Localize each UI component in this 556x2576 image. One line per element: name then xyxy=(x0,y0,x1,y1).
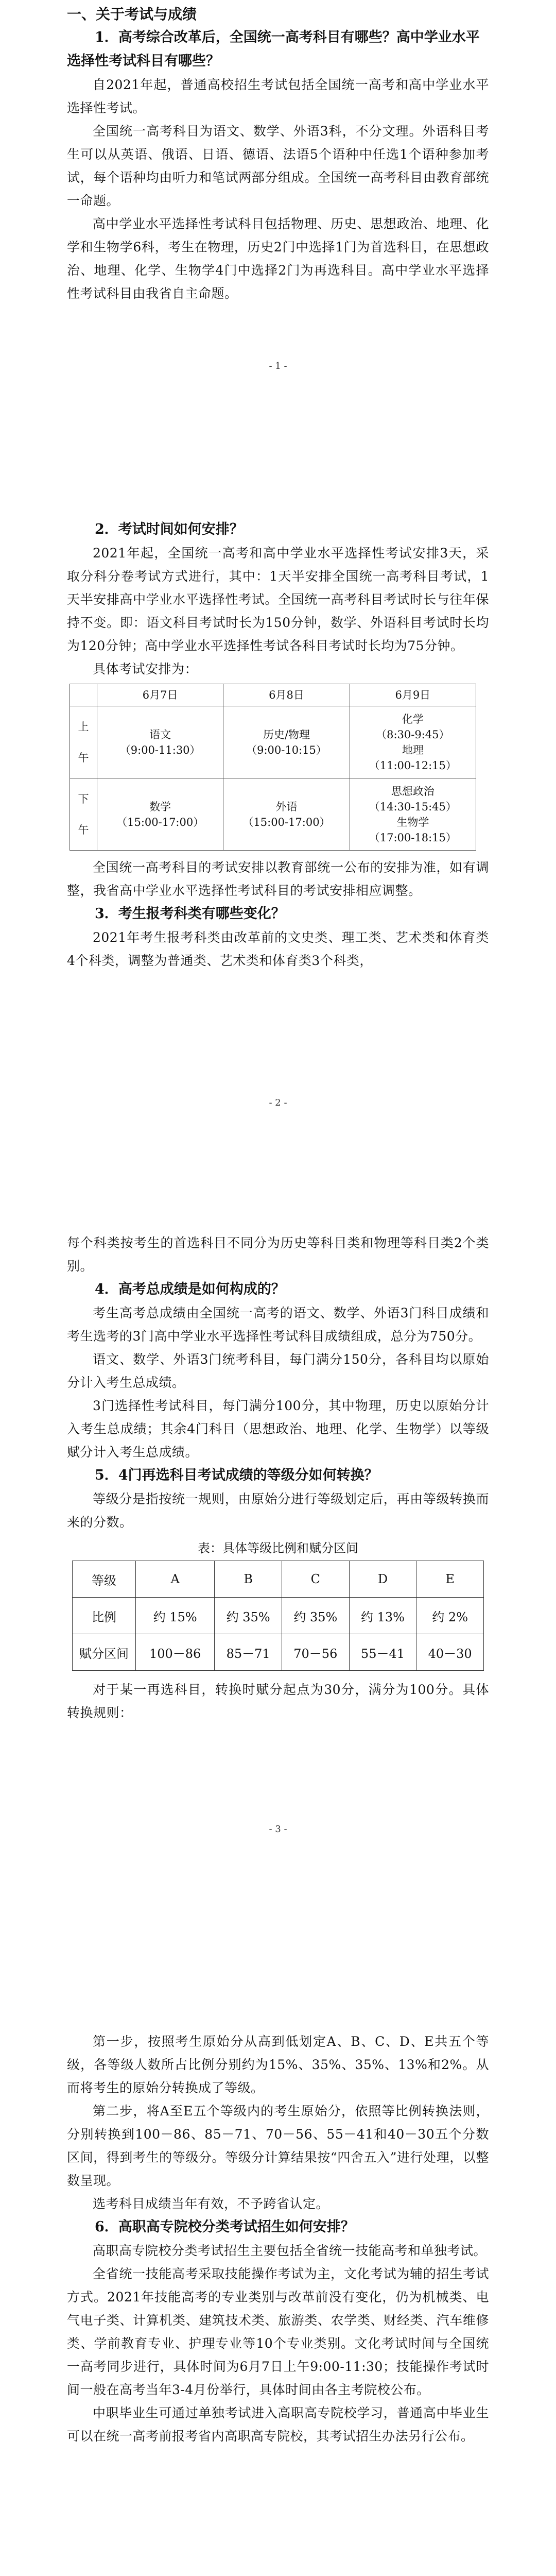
grade-cell: A xyxy=(136,1561,215,1598)
table-caption: 表：具体等级比例和赋分区间 xyxy=(198,1541,358,1555)
paragraph: 具体考试安排为： xyxy=(93,662,198,676)
table-corner xyxy=(70,684,97,706)
page-number: - 3 - xyxy=(269,1824,287,1835)
page-3 xyxy=(0,1231,556,1724)
question-5: 5．4门再选科目考试成绩的等级分如何转换？ xyxy=(95,1467,378,1483)
schedule-cell: 数学 （15:00-17:00） xyxy=(97,778,223,851)
page-2 xyxy=(0,518,556,972)
paragraph: 3门选择性考试科目，每门满分100分，其中物理，历史以原始分计入考生总成绩；其余4门科目（思想政治、地理、化学、生物学）以等级赋分计入考生总成绩。 xyxy=(67,1398,489,1460)
page-1 xyxy=(0,0,556,305)
schedule-day: 6月8日 xyxy=(223,684,350,706)
paragraph: 2021年起，全国统一高考和高中学业水平选择性考试安排3天，采取分科分卷考试方式进行，其中：1天半安排全国统一高考科目考试，1天半安排高中学业水平选择性考试。全国统一高考科目考试时长与往年保持不变。即：语文科目考试时长为150分钟，数学、外语科目考试时长均为120分钟；高中学业水平选择性考试各科目考试时长均为75分钟。 xyxy=(67,546,489,653)
range-cell: 100－86 xyxy=(136,1634,215,1671)
paragraph: 第一步，按照考生原始分从高到低划定A、B、C、D、E共五个等级，各等级人数所占比例分别约为15%、35%、35%、13%和2%。从而将考生的原始分转换成了等级。 xyxy=(67,2034,489,2095)
question-1: 1．高考综合改革后，全国统一高考科目有哪些？高中学业水平选择性考试科目有哪些？ xyxy=(67,29,480,69)
paragraph: 全省统一技能高考采取技能操作考试为主，文化考试为辅的招生考试方式。2021年技能高考的专业类别与改革前没有变化，仍为机械类、电气电子类、计算机类、建筑技术类、旅游类、农学类、财经类、汽车维修类、学前教育专业、护理专业等10个专业类别。文化考试时间与全国统一高考同步进行，具体时间为6月7日上午9:00-11:30；技能操作考试时间一般在高考当年3-4月份举行，具体时间由各主考院校公布。 xyxy=(67,2266,489,2397)
schedule-day: 6月9日 xyxy=(350,684,476,706)
afternoon-label: 下 午 xyxy=(70,778,97,851)
paragraph: 第二步，将A至E五个等级内的考生原始分，依照等比例转换法则，分别转换到100－86、85－71、70－56、55－41和40－30五个分数区间，得到考生的等级分。等级分计算结果按“四舍五入”进行处理，以整数呈现。 xyxy=(67,2104,489,2188)
range-cell: 55－41 xyxy=(349,1634,416,1671)
question-2: 2．考试时间如何安排？ xyxy=(95,521,244,537)
grade-cell: E xyxy=(416,1561,484,1598)
schedule-cell: 思想政治 （14:30-15:45） 生物学 （17:00-18:15） xyxy=(350,778,476,851)
paragraph: 自2021年起，普通高校招生考试包括全国统一高考和高中学业水平选择性考试。 xyxy=(67,77,489,115)
grade-table xyxy=(72,1561,484,1671)
row-label: 比例 xyxy=(73,1598,136,1634)
paragraph: 选考科目成绩当年有效，不予跨省认定。 xyxy=(93,2196,329,2211)
page-number: - 2 - xyxy=(269,1097,287,1108)
range-cell: 70－56 xyxy=(282,1634,349,1671)
paragraph: 高中学业水平选择性考试科目包括物理、历史、思想政治、地理、化学和生物学6科，考生在物理，历史2门中选择1门为首选科目，在思想政治、地理、化学、生物学4门中选择2门为再选科目。高中学业水平选择性考试科目由我省自主命题。 xyxy=(67,216,489,301)
paragraph: 全国统一高考科目为语文、数学、外语3科，不分文理。外语科目考生可以从英语、俄语、日语、德语、法语5个语种中任选1个语种参加考试，每个语种均由听力和笔试两部分组成。全国统一高考科目由教育部统一命题。 xyxy=(67,124,489,208)
page-number: - 1 - xyxy=(269,361,287,371)
ratio-cell: 约 35% xyxy=(282,1598,349,1634)
paragraph: 等级分是指按统一规则，由原始分进行等级划定后，再由等级转换而来的分数。 xyxy=(67,1492,489,1530)
paragraph: 语文、数学、外语3门统考科目，每门满分150分，各科目均以原始分计入考生总成绩。 xyxy=(67,1352,489,1390)
paragraph: 中职毕业生可通过单独考试进入高职高专院校学习，普通高中毕业生可以在统一高考前报考省内高职高专院校，其考试招生办法另行公布。 xyxy=(67,2405,489,2444)
ratio-cell: 约 15% xyxy=(136,1598,215,1634)
grade-cell: C xyxy=(282,1561,349,1598)
page-4 xyxy=(0,2030,556,2448)
question-3: 3．考生报考科类有哪些变化？ xyxy=(95,906,285,922)
exam-schedule-table xyxy=(70,684,476,851)
section-title: 一、关于考试与成绩 xyxy=(67,6,197,23)
schedule-cell: 化学 （8:30-9:45） 地理 （11:00-12:15） xyxy=(350,706,476,778)
question-6: 6．高职高专院校分类考试招生如何安排？ xyxy=(95,2219,355,2235)
row-label: 赋分区间 xyxy=(73,1634,136,1671)
grade-cell: B xyxy=(215,1561,282,1598)
schedule-cell: 历史/物理 （9:00-10:15） xyxy=(223,706,350,778)
paragraph: 2021年考生报考科类由改革前的文史类、理工类、艺术类和体育类4个科类，调整为普通类、艺术类和体育类3个科类， xyxy=(67,930,489,968)
paragraph: 每个科类按考生的首选科目不同分为历史等科目类和物理等科目类2个类别。 xyxy=(67,1235,489,1274)
schedule-cell: 外语 （15:00-17:00） xyxy=(223,778,350,851)
range-cell: 85－71 xyxy=(215,1634,282,1671)
paragraph: 对于某一再选科目，转换时赋分起点为30分，满分为100分。具体转换规则： xyxy=(67,1682,489,1720)
range-cell: 40－30 xyxy=(416,1634,484,1671)
paragraph: 全国统一高考科目的考试安排以教育部统一公布的安排为准，如有调整，我省高中学业水平选择性考试科目的考试安排相应调整。 xyxy=(67,860,489,898)
row-label: 等级 xyxy=(73,1561,136,1598)
ratio-cell: 约 2% xyxy=(416,1598,484,1634)
morning-label: 上 午 xyxy=(70,706,97,778)
paragraph: 高职高专院校分类考试招生主要包括全省统一技能高考和单独考试。 xyxy=(93,2243,487,2258)
paragraph: 考生高考总成绩由全国统一高考的语文、数学、外语3门科目成绩和考生选考的3门高中学业水平选择性考试科目成绩组成，总分为750分。 xyxy=(67,1306,489,1344)
question-4: 4．高考总成绩是如何构成的？ xyxy=(95,1281,285,1297)
schedule-day: 6月7日 xyxy=(97,684,223,706)
ratio-cell: 约 35% xyxy=(215,1598,282,1634)
schedule-cell: 语文 （9:00-11:30） xyxy=(97,706,223,778)
grade-cell: D xyxy=(349,1561,416,1598)
ratio-cell: 约 13% xyxy=(349,1598,416,1634)
